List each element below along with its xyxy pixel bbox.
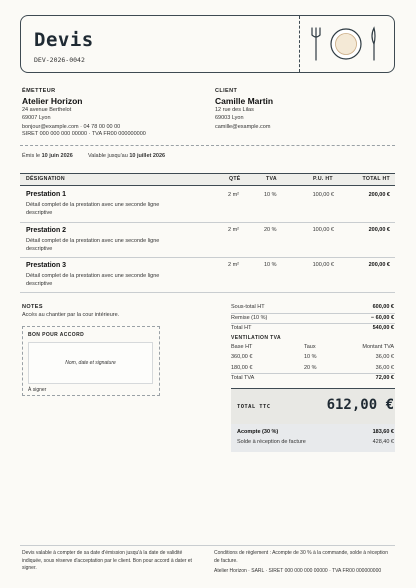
issuer-contact[interactable]: bonjour@example.com · 04 78 00 00 00 bbox=[22, 124, 121, 130]
col-tva: TVA bbox=[266, 176, 277, 182]
divider bbox=[231, 313, 395, 314]
total-ttc-value: 612,00 € bbox=[326, 397, 394, 413]
issuer-legal: SIRET 000 000 000 00000 · TVA FR00 000000000 bbox=[22, 131, 146, 137]
deposit-value: 183,60 € bbox=[372, 429, 394, 435]
item-unit-price: 100,00 € bbox=[312, 262, 334, 268]
row-separator bbox=[20, 222, 395, 223]
divider bbox=[231, 323, 395, 324]
header-divider bbox=[299, 16, 300, 72]
subtotal-label: Sous-total HT bbox=[231, 304, 265, 310]
row-separator bbox=[20, 257, 395, 258]
balance-label: Solde à réception de facture bbox=[237, 439, 306, 445]
vat-header-rate: Taux bbox=[304, 344, 316, 350]
item-description: Détail complet de la prestation avec une seconde ligne descriptive bbox=[26, 273, 160, 287]
item-description: Détail complet de la prestation avec une seconde ligne descriptive bbox=[26, 202, 160, 216]
item-qty: 2 m² bbox=[228, 262, 239, 268]
issue-date bbox=[22, 152, 73, 160]
col-designation: DÉSIGNATION bbox=[26, 176, 65, 182]
item-title: Prestation 1 bbox=[26, 191, 67, 198]
discount-value: − 60,00 € bbox=[370, 315, 394, 321]
total-ht-label: Total HT bbox=[231, 325, 252, 331]
balance-value: 428,40 € bbox=[372, 439, 394, 445]
vat-row-amount: 36,00 € bbox=[375, 365, 394, 371]
notes-label: NOTES bbox=[22, 304, 43, 310]
validity-date-label: Valable jusqu'au bbox=[88, 153, 128, 159]
issue-date-label: Émis le bbox=[22, 153, 41, 159]
validity-date-value: 10 juillet 2026 bbox=[129, 153, 166, 159]
footer-divider bbox=[20, 545, 395, 546]
col-qty: QTÉ bbox=[229, 176, 241, 182]
col-total: TOTAL HT bbox=[362, 176, 390, 182]
item-total: 200,00 € bbox=[368, 227, 390, 233]
client-address2: 69003 Lyon bbox=[215, 115, 244, 121]
item-qty: 2 m² bbox=[228, 192, 239, 198]
item-tva: 10 % bbox=[264, 192, 277, 198]
item-unit-price: 100,00 € bbox=[312, 227, 334, 233]
total-ht-value: 540,00 € bbox=[372, 325, 394, 331]
client-label: CLIENT bbox=[215, 88, 238, 94]
discount-label: Remise (10 %) bbox=[231, 315, 268, 321]
vat-row-rate: 20 % bbox=[304, 365, 317, 371]
client-name: Camille Martin bbox=[215, 96, 274, 106]
footer-payment-terms: Conditions de règlement : Acompte de 30 % à la commande, solde à réception de facture. bbox=[214, 550, 388, 564]
item-description: Détail complet de la prestation avec une seconde ligne descriptive bbox=[26, 238, 160, 252]
subtotal-value: 600,00 € bbox=[372, 304, 394, 310]
vat-row-base: 180,00 € bbox=[231, 365, 253, 371]
client-address1: 12 rue des Lilas bbox=[215, 107, 254, 113]
issuer-address1: 24 avenue Berthelot bbox=[22, 107, 72, 113]
issuer-name: Atelier Horizon bbox=[22, 96, 83, 106]
signature-label: BON POUR ACCORD bbox=[28, 332, 85, 338]
footer-legal: Atelier Horizon · SARL · SIRET 000 000 000 00000 · TVA FR00 000000000 bbox=[214, 568, 382, 574]
vat-section-label: VENTILATION TVA bbox=[231, 335, 281, 341]
validity-date bbox=[88, 152, 165, 160]
deposit-label: Acompte (30 %) bbox=[237, 429, 279, 435]
item-qty: 2 m² bbox=[228, 227, 239, 233]
row-separator bbox=[20, 292, 395, 293]
issuer-label: ÉMETTEUR bbox=[22, 88, 56, 94]
item-total: 200,00 € bbox=[368, 192, 390, 198]
item-title: Prestation 3 bbox=[26, 262, 67, 269]
vat-row-base: 360,00 € bbox=[231, 354, 253, 360]
document-number: DEV-2026-0042 bbox=[34, 56, 85, 64]
total-tva-value: 72,00 € bbox=[375, 375, 394, 381]
items-table-header bbox=[20, 173, 395, 186]
vat-header-base: Base HT bbox=[231, 344, 253, 350]
divider bbox=[20, 145, 395, 146]
sign-status: À signer bbox=[28, 387, 47, 393]
item-unit-price: 100,00 € bbox=[312, 192, 334, 198]
divider bbox=[231, 373, 395, 374]
item-tva: 20 % bbox=[264, 227, 277, 233]
col-unit-price: P.U. HT bbox=[313, 176, 333, 182]
footer-validity-note: Devis valable à compter de sa date d'émission jusqu'à la date de validité indiquée, sous réserve d'acceptation par le client. Bon pour accord à dater et signer. bbox=[22, 550, 192, 571]
total-ttc-label: TOTAL TTC bbox=[237, 404, 271, 410]
signature-placeholder: Nom, date et signature bbox=[65, 360, 116, 366]
vat-row-amount: 36,00 € bbox=[375, 354, 394, 360]
total-tva-label: Total TVA bbox=[231, 375, 255, 381]
notes-text: Accès au chantier par la cour intérieure. bbox=[22, 312, 120, 318]
document-title: Devis bbox=[34, 29, 94, 51]
item-title: Prestation 2 bbox=[26, 227, 67, 234]
item-total: 200,00 € bbox=[368, 262, 390, 268]
vat-header-amount: Montant TVA bbox=[362, 344, 394, 350]
fork-plate-knife-icon bbox=[306, 24, 386, 64]
vat-row-rate: 10 % bbox=[304, 354, 317, 360]
issue-date-value: 10 juin 2026 bbox=[41, 153, 73, 159]
item-tva: 10 % bbox=[264, 262, 277, 268]
client-email[interactable]: camille@example.com bbox=[215, 124, 271, 130]
issuer-address2: 69007 Lyon bbox=[22, 115, 51, 121]
